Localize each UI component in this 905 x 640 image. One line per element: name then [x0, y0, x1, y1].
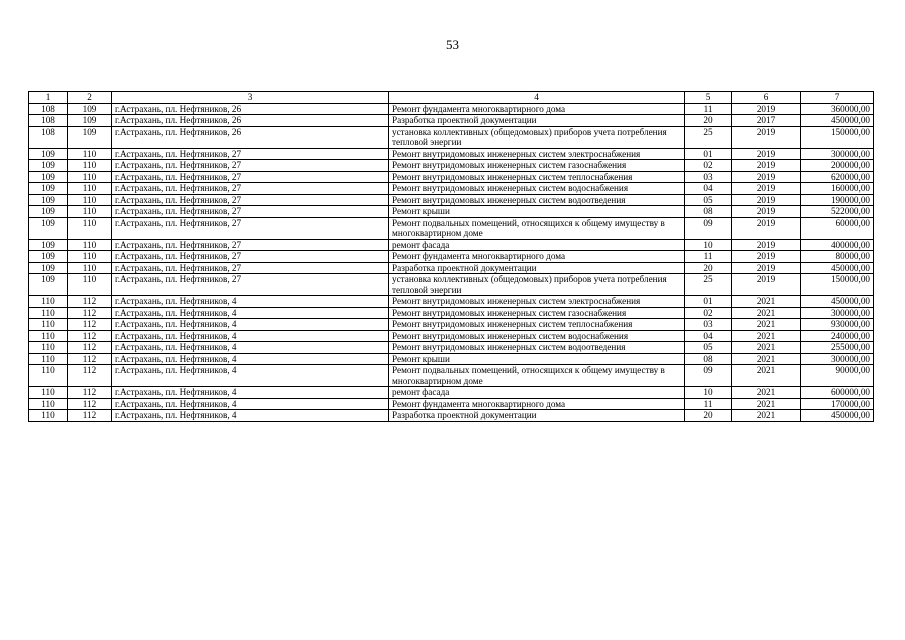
- table-row: [29, 387, 874, 399]
- work-code-cell: 02: [685, 160, 732, 172]
- cost-cell: 450000,00: [801, 115, 874, 127]
- work-code-cell: 11: [685, 103, 732, 115]
- work-type-cell: ремонт фасада: [389, 239, 685, 251]
- work-code-cell: 01: [685, 296, 732, 308]
- address-cell: г.Астрахань, пл. Нефтяников, 26: [112, 115, 389, 127]
- house-number-cell: 110: [68, 206, 112, 218]
- house-number-cell: 110: [68, 239, 112, 251]
- work-code-cell: 20: [685, 410, 732, 422]
- house-number-cell: 110: [68, 251, 112, 263]
- address-cell: г.Астрахань, пл. Нефтяников, 4: [112, 296, 389, 308]
- work-code-cell: 09: [685, 217, 732, 239]
- year-cell: 2019: [732, 171, 801, 183]
- table-row: [29, 319, 874, 331]
- address-cell: г.Астрахань, пл. Нефтяников, 27: [112, 239, 389, 251]
- row-number-cell: 108: [29, 126, 68, 148]
- table-row: [29, 262, 874, 274]
- column-header-4: 4: [389, 92, 685, 104]
- row-number-cell: 109: [29, 206, 68, 218]
- year-cell: 2021: [732, 319, 801, 331]
- address-cell: г.Астрахань, пл. Нефтяников, 4: [112, 330, 389, 342]
- table-row: [29, 365, 874, 387]
- cost-cell: 150000,00: [801, 274, 874, 296]
- work-type-cell: Ремонт внутридомовых инженерных систем электроснабжения: [389, 148, 685, 160]
- work-type-cell: Ремонт внутридомовых инженерных систем теплоснабжения: [389, 319, 685, 331]
- address-cell: г.Астрахань, пл. Нефтяников, 27: [112, 171, 389, 183]
- work-type-cell: Разработка проектной документации: [389, 115, 685, 127]
- work-code-cell: 08: [685, 206, 732, 218]
- year-cell: 2021: [732, 342, 801, 354]
- work-code-cell: 09: [685, 365, 732, 387]
- year-cell: 2017: [732, 115, 801, 127]
- year-cell: 2019: [732, 217, 801, 239]
- year-cell: 2021: [732, 307, 801, 319]
- column-header-1: 1: [29, 92, 68, 104]
- table-row: [29, 353, 874, 365]
- cost-cell: 450000,00: [801, 262, 874, 274]
- work-type-cell: Разработка проектной документации: [389, 410, 685, 422]
- house-number-cell: 109: [68, 126, 112, 148]
- work-code-cell: 04: [685, 330, 732, 342]
- address-cell: г.Астрахань, пл. Нефтяников, 27: [112, 274, 389, 296]
- address-cell: г.Астрахань, пл. Нефтяников, 27: [112, 160, 389, 172]
- address-cell: г.Астрахань, пл. Нефтяников, 4: [112, 342, 389, 354]
- row-number-cell: 110: [29, 330, 68, 342]
- row-number-cell: 108: [29, 103, 68, 115]
- table-row: [29, 183, 874, 195]
- work-type-cell: ремонт фасада: [389, 387, 685, 399]
- work-code-cell: 05: [685, 342, 732, 354]
- house-number-cell: 112: [68, 410, 112, 422]
- address-cell: г.Астрахань, пл. Нефтяников, 4: [112, 365, 389, 387]
- address-cell: г.Астрахань, пл. Нефтяников, 4: [112, 319, 389, 331]
- address-cell: г.Астрахань, пл. Нефтяников, 27: [112, 206, 389, 218]
- table-row: [29, 103, 874, 115]
- work-code-cell: 03: [685, 319, 732, 331]
- cost-cell: 522000,00: [801, 206, 874, 218]
- house-number-cell: 110: [68, 171, 112, 183]
- cost-cell: 170000,00: [801, 398, 874, 410]
- cost-cell: 400000,00: [801, 239, 874, 251]
- row-number-cell: 109: [29, 171, 68, 183]
- row-number-cell: 110: [29, 365, 68, 387]
- table-row: [29, 171, 874, 183]
- year-cell: 2021: [732, 365, 801, 387]
- year-cell: 2019: [732, 239, 801, 251]
- year-cell: 2021: [732, 330, 801, 342]
- table-row: [29, 410, 874, 422]
- work-type-cell: Ремонт внутридомовых инженерных систем газоснабжения: [389, 307, 685, 319]
- address-cell: г.Астрахань, пл. Нефтяников, 4: [112, 410, 389, 422]
- row-number-cell: 110: [29, 410, 68, 422]
- house-number-cell: 110: [68, 274, 112, 296]
- year-cell: 2021: [732, 387, 801, 399]
- cost-cell: 450000,00: [801, 296, 874, 308]
- year-cell: 2021: [732, 353, 801, 365]
- table-row: [29, 148, 874, 160]
- work-code-cell: 04: [685, 183, 732, 195]
- row-number-cell: 109: [29, 274, 68, 296]
- row-number-cell: 109: [29, 262, 68, 274]
- house-number-cell: 110: [68, 160, 112, 172]
- column-header-3: 3: [112, 92, 389, 104]
- cost-cell: 300000,00: [801, 307, 874, 319]
- house-number-cell: 110: [68, 262, 112, 274]
- table-header-row: [29, 92, 874, 104]
- year-cell: 2019: [732, 148, 801, 160]
- year-cell: 2019: [732, 183, 801, 195]
- cost-cell: 200000,00: [801, 160, 874, 172]
- table-row: [29, 160, 874, 172]
- address-cell: г.Астрахань, пл. Нефтяников, 4: [112, 398, 389, 410]
- year-cell: 2019: [732, 251, 801, 263]
- house-number-cell: 112: [68, 387, 112, 399]
- year-cell: 2019: [732, 103, 801, 115]
- work-code-cell: 10: [685, 387, 732, 399]
- row-number-cell: 109: [29, 183, 68, 195]
- work-type-cell: Ремонт подвальных помещений, относящихся к общему имуществу в многоквартирном доме: [389, 217, 685, 239]
- row-number-cell: 109: [29, 217, 68, 239]
- column-header-7: 7: [801, 92, 874, 104]
- work-code-cell: 10: [685, 239, 732, 251]
- house-number-cell: 112: [68, 307, 112, 319]
- row-number-cell: 110: [29, 307, 68, 319]
- work-code-cell: 20: [685, 115, 732, 127]
- cost-cell: 160000,00: [801, 183, 874, 195]
- table-row: [29, 251, 874, 263]
- address-cell: г.Астрахань, пл. Нефтяников, 27: [112, 251, 389, 263]
- cost-cell: 300000,00: [801, 148, 874, 160]
- house-number-cell: 112: [68, 330, 112, 342]
- work-type-cell: Ремонт внутридомовых инженерных систем водоснабжения: [389, 183, 685, 195]
- table-row: [29, 126, 874, 148]
- work-code-cell: 20: [685, 262, 732, 274]
- cost-cell: 150000,00: [801, 126, 874, 148]
- row-number-cell: 110: [29, 319, 68, 331]
- work-type-cell: Ремонт внутридомовых инженерных систем теплоснабжения: [389, 171, 685, 183]
- year-cell: 2021: [732, 296, 801, 308]
- column-header-5: 5: [685, 92, 732, 104]
- work-type-cell: Ремонт крыши: [389, 353, 685, 365]
- row-number-cell: 109: [29, 194, 68, 206]
- work-code-cell: 03: [685, 171, 732, 183]
- cost-cell: 360000,00: [801, 103, 874, 115]
- address-cell: г.Астрахань, пл. Нефтяников, 27: [112, 262, 389, 274]
- work-type-cell: Ремонт фундамента многоквартирного дома: [389, 251, 685, 263]
- row-number-cell: 110: [29, 353, 68, 365]
- cost-cell: 450000,00: [801, 410, 874, 422]
- address-cell: г.Астрахань, пл. Нефтяников, 4: [112, 353, 389, 365]
- year-cell: 2019: [732, 126, 801, 148]
- work-code-cell: 02: [685, 307, 732, 319]
- row-number-cell: 110: [29, 398, 68, 410]
- cost-cell: 190000,00: [801, 194, 874, 206]
- year-cell: 2019: [732, 194, 801, 206]
- work-type-cell: установка коллективных (общедомовых) приборов учета потребления тепловой энергии: [389, 274, 685, 296]
- year-cell: 2021: [732, 398, 801, 410]
- work-code-cell: 01: [685, 148, 732, 160]
- work-type-cell: Ремонт фундамента многоквартирного дома: [389, 398, 685, 410]
- address-cell: г.Астрахань, пл. Нефтяников, 26: [112, 103, 389, 115]
- row-number-cell: 108: [29, 115, 68, 127]
- house-number-cell: 112: [68, 296, 112, 308]
- house-number-cell: 112: [68, 353, 112, 365]
- cost-cell: 240000,00: [801, 330, 874, 342]
- work-type-cell: Ремонт внутридомовых инженерных систем электроснабжения: [389, 296, 685, 308]
- column-header-2: 2: [68, 92, 112, 104]
- cost-cell: 255000,00: [801, 342, 874, 354]
- work-code-cell: 08: [685, 353, 732, 365]
- work-type-cell: Ремонт внутридомовых инженерных систем газоснабжения: [389, 160, 685, 172]
- address-cell: г.Астрахань, пл. Нефтяников, 4: [112, 307, 389, 319]
- address-cell: г.Астрахань, пл. Нефтяников, 26: [112, 126, 389, 148]
- cost-cell: 300000,00: [801, 353, 874, 365]
- work-type-cell: Ремонт внутридомовых инженерных систем водоснабжения: [389, 330, 685, 342]
- address-cell: г.Астрахань, пл. Нефтяников, 27: [112, 194, 389, 206]
- cost-cell: 930000,00: [801, 319, 874, 331]
- row-number-cell: 109: [29, 160, 68, 172]
- work-code-cell: 11: [685, 251, 732, 263]
- work-type-cell: Ремонт внутридомовых инженерных систем водоотведения: [389, 342, 685, 354]
- house-number-cell: 110: [68, 183, 112, 195]
- cost-cell: 620000,00: [801, 171, 874, 183]
- house-number-cell: 112: [68, 365, 112, 387]
- cost-cell: 60000,00: [801, 217, 874, 239]
- cost-cell: 600000,00: [801, 387, 874, 399]
- work-code-cell: 25: [685, 274, 732, 296]
- table-row: [29, 115, 874, 127]
- row-number-cell: 110: [29, 296, 68, 308]
- work-type-cell: Ремонт фундамента многоквартирного дома: [389, 103, 685, 115]
- year-cell: 2019: [732, 206, 801, 218]
- year-cell: 2019: [732, 160, 801, 172]
- address-cell: г.Астрахань, пл. Нефтяников, 27: [112, 217, 389, 239]
- work-code-cell: 25: [685, 126, 732, 148]
- work-type-cell: Ремонт внутридомовых инженерных систем водоотведения: [389, 194, 685, 206]
- address-cell: г.Астрахань, пл. Нефтяников, 4: [112, 387, 389, 399]
- row-number-cell: 109: [29, 148, 68, 160]
- table-row: [29, 194, 874, 206]
- work-type-cell: Ремонт крыши: [389, 206, 685, 218]
- house-number-cell: 109: [68, 103, 112, 115]
- row-number-cell: 110: [29, 387, 68, 399]
- table-row: [29, 307, 874, 319]
- page-number: 53: [446, 37, 459, 52]
- row-number-cell: 109: [29, 251, 68, 263]
- work-code-cell: 05: [685, 194, 732, 206]
- table-row: [29, 398, 874, 410]
- year-cell: 2019: [732, 262, 801, 274]
- address-cell: г.Астрахань, пл. Нефтяников, 27: [112, 148, 389, 160]
- house-number-cell: 112: [68, 342, 112, 354]
- year-cell: 2019: [732, 274, 801, 296]
- work-type-cell: Ремонт подвальных помещений, относящихся к общему имуществу в многоквартирном доме: [389, 365, 685, 387]
- table-row: [29, 217, 874, 239]
- column-header-6: 6: [732, 92, 801, 104]
- cost-cell: 90000,00: [801, 365, 874, 387]
- table-row: [29, 206, 874, 218]
- table-row: [29, 274, 874, 296]
- house-number-cell: 110: [68, 148, 112, 160]
- house-number-cell: 109: [68, 115, 112, 127]
- table-row: [29, 330, 874, 342]
- table-row: [29, 239, 874, 251]
- repair-schedule-table: [28, 91, 874, 422]
- row-number-cell: 109: [29, 239, 68, 251]
- house-number-cell: 110: [68, 194, 112, 206]
- table-row: [29, 342, 874, 354]
- table-row: [29, 296, 874, 308]
- house-number-cell: 112: [68, 319, 112, 331]
- work-type-cell: установка коллективных (общедомовых) приборов учета потребления тепловой энергии: [389, 126, 685, 148]
- address-cell: г.Астрахань, пл. Нефтяников, 27: [112, 183, 389, 195]
- house-number-cell: 112: [68, 398, 112, 410]
- work-code-cell: 11: [685, 398, 732, 410]
- cost-cell: 80000,00: [801, 251, 874, 263]
- house-number-cell: 110: [68, 217, 112, 239]
- year-cell: 2021: [732, 410, 801, 422]
- row-number-cell: 110: [29, 342, 68, 354]
- work-type-cell: Разработка проектной документации: [389, 262, 685, 274]
